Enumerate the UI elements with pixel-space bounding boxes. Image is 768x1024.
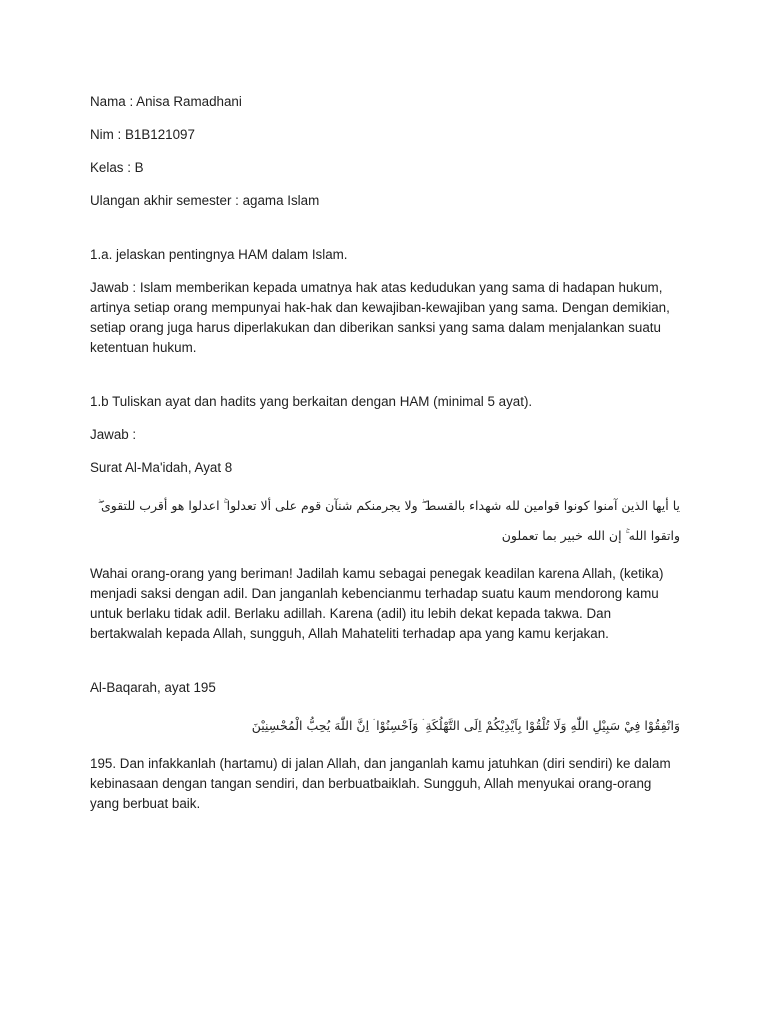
ayat-2-arabic: وَانْفِقُوْا فِيْ سَبِيْلِ اللّٰهِ وَلَا تُلْقُوْا بِاَيْدِيْكُمْ اِلَى التَّهْلُكَةِ ۛ وَاَحْسِنُوْا ۛ اِنَّ اللّٰهَ يُحِبُّ الْمُحْسِنِيْنَ — [251, 718, 680, 733]
ayat-1-title: Surat Al-Ma'idah, Ayat 8 — [90, 460, 233, 475]
answer-1a: Jawab : Islam memberikan kepada umatnya hak atas kedudukan yang sama di hadapan hukum, artinya setiap orang mempunyai hak-hak dan kewajiban-kewajiban yang sama. Dengan demikian, setiap orang juga harus diperlakukan dan diberikan sanksi yang sama dalam menjalankan suatu ketentuan hukum. — [90, 280, 670, 355]
student-nim: Nim : B1B121097 — [90, 127, 195, 142]
answer-1b-label: Jawab : — [90, 427, 137, 442]
ayat-2-translation: 195. Dan infakkanlah (hartamu) di jalan Allah, dan janganlah kamu jatuhkan (diri sendiri) ke dalam kebinasaan dengan tangan sendiri, dan berbuatbaiklah. Sungguh, Allah menyukai orang-orang yang berbuat baik. — [90, 756, 671, 811]
question-1b: 1.b Tuliskan ayat dan hadits yang berkaitan dengan HAM (minimal 5 ayat). — [90, 394, 533, 409]
student-class: Kelas : B — [90, 160, 144, 175]
student-name: Nama : Anisa Ramadhani — [90, 94, 242, 109]
ayat-1-arabic: يا أيها الذين آمنوا كونوا قوامين لله شهداء بالقسط ۖ ولا يجرمنكم شنآن قوم على ألا تعدلوا ۚ اعدلوا هو أقرب للتقوى ۖ واتقوا الله ۚ إن الله خبير بما تعملون — [97, 498, 680, 543]
exam-subject: Ulangan akhir semester : agama Islam — [90, 193, 320, 208]
ayat-1-translation: Wahai orang-orang yang beriman! Jadilah kamu sebagai penegak keadilan karena Allah, (ketika) menjadi saksi dengan adil. Dan janganlah kebencianmu terhadap suatu kaum mendorong kamu untuk berlaku tidak adil. Berlaku adillah. Karena (adil) itu lebih dekat kepada takwa. Dan bertakwalah kepada Allah, sungguh, Allah Mahateliti terhadap apa yang kamu kerjakan. — [90, 566, 664, 641]
document-page — [90, 92, 680, 814]
question-1a: 1.a. jelaskan pentingnya HAM dalam Islam. — [90, 247, 348, 262]
ayat-2-title: Al-Baqarah, ayat 195 — [90, 680, 216, 695]
